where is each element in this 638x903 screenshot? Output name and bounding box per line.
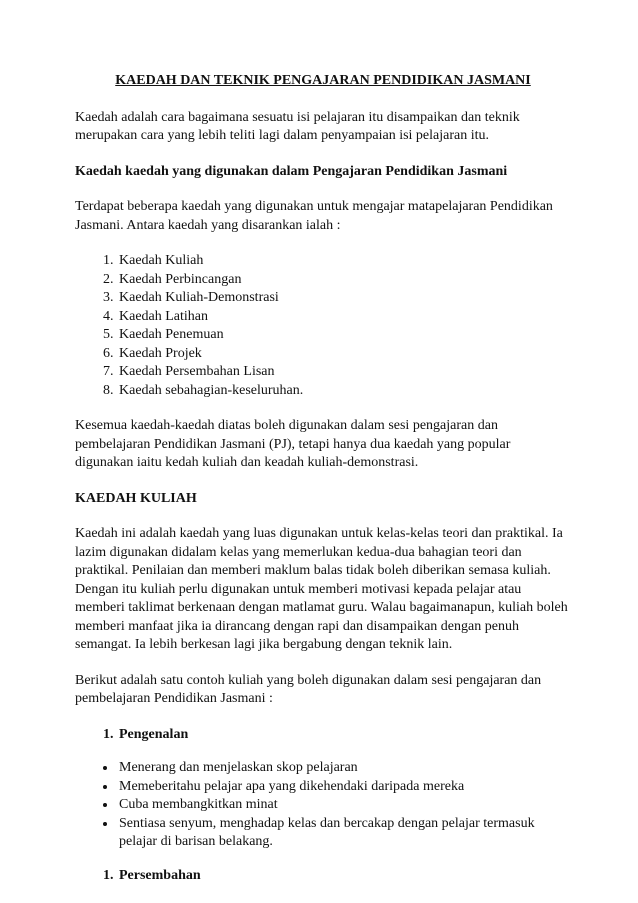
lecture-heading: KAEDAH KULIAH — [75, 490, 197, 506]
method-item: 5. Kaedah Penemuan — [117, 326, 571, 345]
methods-heading: Kaedah kaedah yang digunakan dalam Pengajaran Pendidikan Jasmani — [75, 163, 508, 179]
method-item: 8. Kaedah sebahagian-keseluruhan. — [117, 382, 571, 401]
section-presentation-list — [75, 867, 571, 886]
methods-list — [75, 252, 571, 400]
bullet-item: • Cuba membangkitkan minat — [117, 796, 571, 815]
section-presentation-title: 1. Persembahan — [117, 867, 571, 886]
bullet-item: • Sentiasa senyum, menghadap kelas dan bercakap dengan pelajar termasuk pelajar di barisan belakang. — [117, 815, 571, 852]
method-item: 1. Kaedah Kuliah — [117, 252, 571, 271]
section-introduction-title: 1. Pengenalan — [117, 726, 571, 745]
method-item: 7. Kaedah Persembahan Lisan — [117, 363, 571, 382]
method-item: 2. Kaedah Perbincangan — [117, 271, 571, 290]
lecture-description-paragraph: Kaedah ini adalah kaedah yang luas digunakan untuk kelas-kelas teori dan praktikal. Ia lazim digunakan didalam kelas yang memerlukan kedua-dua bahagian teori dan praktikal. Penilaian dan memberi maklum balas tidak boleh diberikan semasa kuliah. Dengan itu kuliah perlu digunakan untuk memberi motivasi kepada pelajar atau memberi taklimat berkenaan dengan matlamat guru. Walau bagaimanapun, kuliah boleh memberi manfaat jika ia dirancang dengan rapi dan disampaikan dengan penuh semangat. Ia lebih berkesan lagi jika bergabung dengan teknik lain. — [75, 526, 568, 652]
methods-summary-paragraph: Kesemua kaedah-kaedah diatas boleh digunakan dalam sesi pengajaran dan pembelajaran Pendidikan Jasmani (PJ), tetapi hanya dua kaedah yang popular digunakan iaitu kedah kuliah dan keadah kuliah-demonstrasi. — [75, 418, 511, 470]
document-body — [75, 72, 571, 900]
bullet-item: • Memeberitahu pelajar apa yang dikehendaki daripada mereka — [117, 778, 571, 797]
bullet-item: • Menerang dan menjelaskan skop pelajaran — [117, 759, 571, 778]
method-item: 6. Kaedah Projek — [117, 345, 571, 364]
method-item: 4. Kaedah Latihan — [117, 308, 571, 327]
intro-paragraph: Kaedah adalah cara bagaimana sesuatu isi pelajaran itu disampaikan dan teknik merupakan cara yang lebih teliti lagi dalam penyampaian isi pelajaran itu. — [75, 109, 520, 143]
method-item: 3. Kaedah Kuliah-Demonstrasi — [117, 289, 571, 308]
introduction-bullet-list — [75, 759, 571, 852]
document-title: KAEDAH DAN TEKNIK PENGAJARAN PENDIDIKAN JASMANI — [115, 73, 531, 88]
lecture-example-intro: Berikut adalah satu contoh kuliah yang boleh digunakan dalam sesi pengajaran dan pembelajaran Pendidikan Jasmani : — [75, 672, 542, 706]
methods-intro-paragraph: Terdapat beberapa kaedah yang digunakan untuk mengajar matapelajaran Pendidikan Jasmani. Antara kaedah yang disarankan ialah : — [75, 199, 553, 233]
section-introduction-list — [75, 726, 571, 745]
